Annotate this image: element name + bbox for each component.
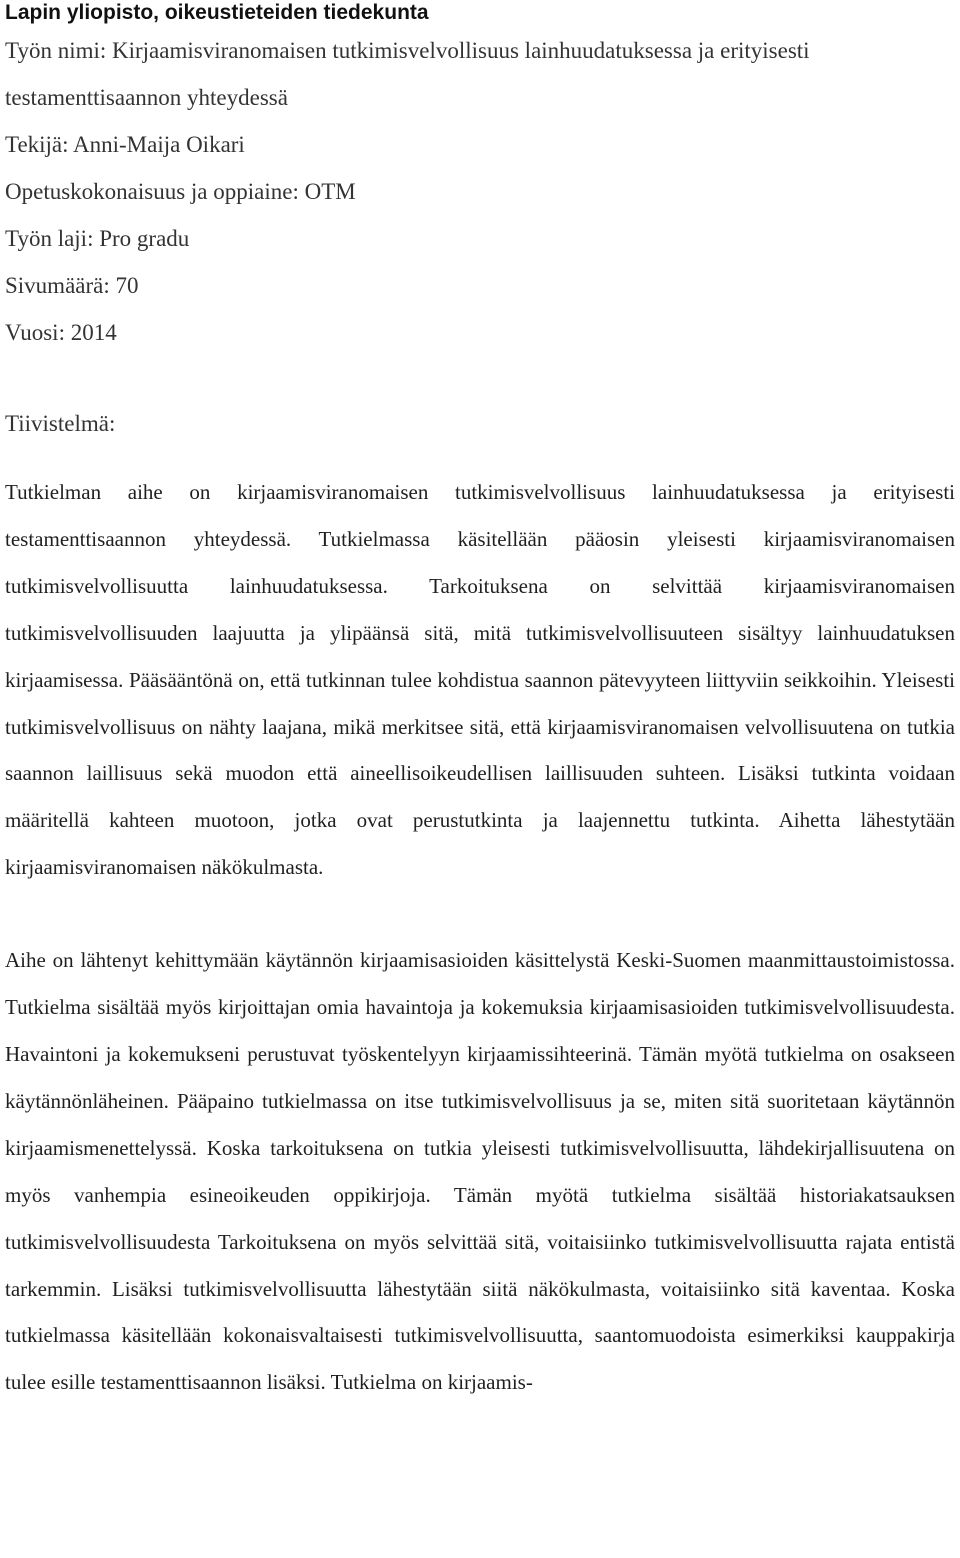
thesis-type: Työn laji: Pro gradu bbox=[5, 226, 190, 251]
thesis-title-line-1: Työn nimi: Kirjaamisviranomaisen tutkimisvelvollisuus lainhuudatuksessa ja erityisesti bbox=[5, 38, 810, 63]
thesis-title-line-2: testamenttisaannon yhteydessä bbox=[5, 85, 288, 110]
thesis-program: Opetuskokonaisuus ja oppiaine: OTM bbox=[5, 179, 356, 204]
thesis-author: Tekijä: Anni-Maija Oikari bbox=[5, 132, 245, 157]
abstract-paragraph-2: Aihe on lähtenyt kehittymään käytännön kirjaamisasioiden käsittelystä Keski-Suomen maanmittaustoimistossa. Tutkielma sisältää myös kirjoittajan omia havaintoja ja kokemuksia kirjaamisasioiden tutkimisvelvollisuudesta. Havaintoni ja kokemukseni perustuvat työskentelyyn kirjaamissihteerinä. Tämän myötä tutkielma on osakseen käytännönläheinen. Pääpaino tutkielmassa on itse tutkimisvelvollisuus ja se, miten sitä suoritetaan käytännön kirjaamismenettelyssä. Koska tarkoituksena on tutkia yleisesti tutkimisvelvollisuutta, lähdekirjallisuutena on myös vanhempia esineoikeuden oppikirjoja. Tämän myötä tutkielma sisältää historiakatsauksen tutkimisvelvollisuudesta Tarkoituksena on myös selvittää sitä, voitaisiinko tutkimisvelvollisuutta rajata entistä tarkemmin. Lisäksi tutkimisvelvollisuutta lähestytään siitä näkökulmasta, voitaisiinko sitä kaventaa. Koska tutkielmassa käsitellään kokonaisvaltaisesti tutkimisvelvollisuutta, saantomuodoista esimerkiksi kauppakirja tulee esille testamenttisaannon lisäksi. Tutkielma on kirjaamis- bbox=[5, 948, 955, 1395]
abstract-label: Tiivistelmä: bbox=[5, 411, 116, 436]
university-heading: Lapin yliopisto, oikeustieteiden tiedekunta bbox=[5, 1, 429, 24]
thesis-page-count: Sivumäärä: 70 bbox=[5, 273, 139, 298]
abstract-paragraph-1: Tutkielman aihe on kirjaamisviranomaisen tutkimisvelvollisuus lainhuudatuksessa ja erityisesti testamenttisaannon yhteydessä. Tutkielmassa käsitellään pääosin yleisesti kirjaamisviranomaisen tutkimisvelvollisuutta lainhuudatuksessa. Tarkoituksena on selvittää kirjaamisviranomaisen tutkimisvelvollisuuden laajuutta ja ylipäänsä sitä, mitä tutkimisvelvollisuuteen sisältyy lainhuudatuksen kirjaamisessa. Pääsääntönä on, että tutkinnan tulee kohdistua saannon pätevyyteen liittyviin seikkoihin. Yleisesti tutkimisvelvollisuus on nähty laajana, mikä merkitsee sitä, että kirjaamisviranomaisen velvollisuutena on tutkia saannon laillisuus sekä muodon että aineellisoikeudellisen laillisuuden suhteen. Lisäksi tutkinta voidaan määritellä kahteen muotoon, jotka ovat perustutkinta ja laajennettu tutkinta. Aihetta lähestytään kirjaamisviranomaisen näkökulmasta. bbox=[5, 480, 955, 880]
document-page bbox=[5, 0, 955, 1406]
thesis-metadata bbox=[5, 0, 955, 356]
thesis-year: Vuosi: 2014 bbox=[5, 320, 117, 345]
